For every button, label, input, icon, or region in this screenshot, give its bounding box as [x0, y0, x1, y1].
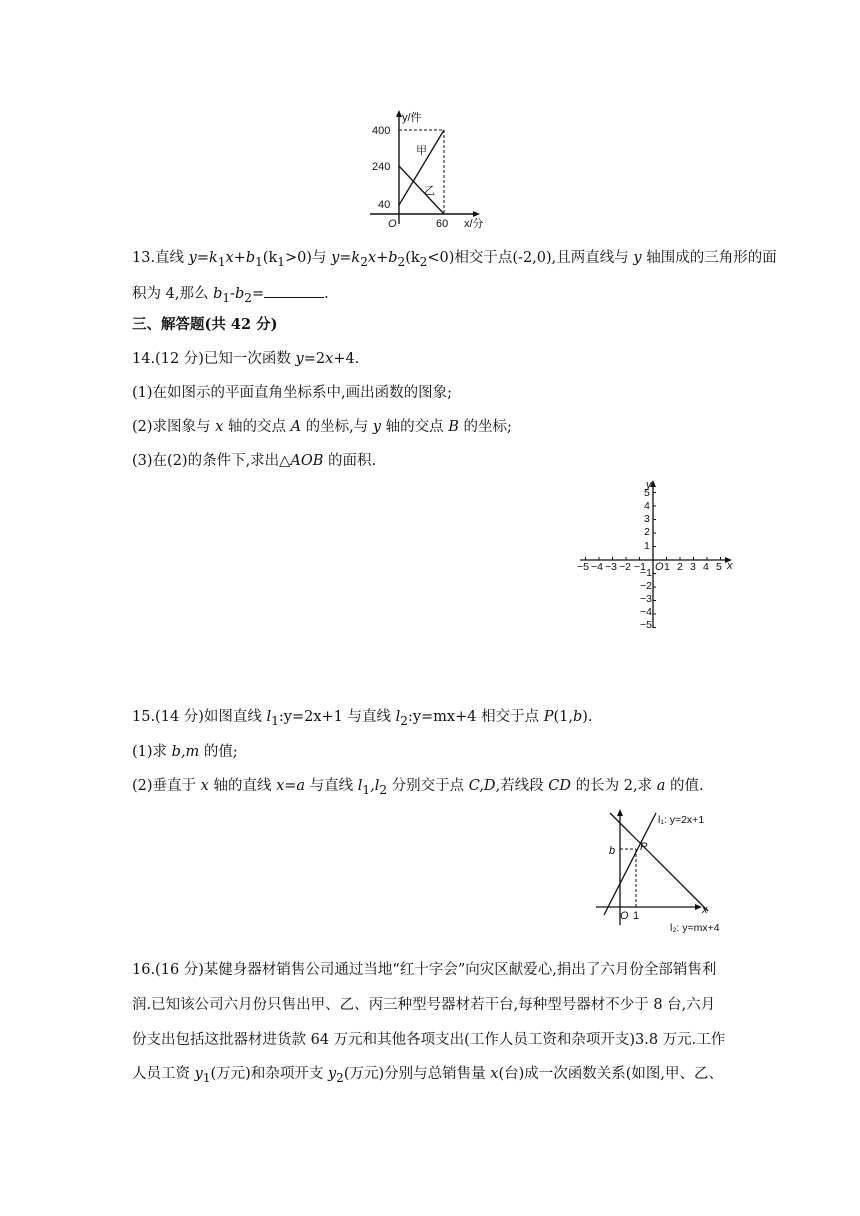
tick-1: 1 — [633, 910, 640, 922]
x-axis-label: x — [727, 560, 733, 572]
figure-work-graph — [364, 106, 494, 232]
q14-stem: 14.(12 分)已知一次函数 y=2x+4. — [132, 351, 360, 367]
section-heading: 三、解答题(共 42 分) — [132, 316, 278, 333]
y-axis-label: y/件 — [402, 112, 422, 124]
q16-line-2: 润.已知该公司六月份只售出甲、乙、丙三种型号器材若干台,每种型号器材不少于 8 台,六月 — [132, 997, 716, 1013]
x-axis-label: x/分 — [464, 218, 484, 230]
y-tick-neg-5: −5 — [640, 619, 652, 631]
y-tick-3: 3 — [644, 513, 650, 525]
answer-blank[interactable] — [264, 283, 324, 298]
q13-line-1: 13.直线 $y=k_1x+b_1(k_1>0)$与 $y=k_2x+b_2(k_2<0)$相交于点(-2,0),且两直线与 y 轴围成的三角形的面 — [132, 250, 777, 269]
y-tick-neg-2: −2 — [640, 580, 652, 592]
q13-line-2: 积为 4,那么 $b_1-b_2=$ . — [132, 283, 329, 308]
x-tick-4: 4 — [703, 561, 709, 573]
x-tick-neg-1: −1 — [634, 561, 646, 573]
x-tick-60: 60 — [436, 218, 449, 230]
line-jia — [399, 130, 444, 205]
y-tick-40: 40 — [378, 199, 391, 211]
x-tick-neg-2: −2 — [619, 561, 631, 573]
q16-line-1: 16.(16 分)某健身器材销售公司通过当地“红十字会”向灾区献爱心,捐出了六月份全部销售利 — [132, 962, 717, 978]
x-axis-label: x — [702, 904, 708, 916]
figure-coordinate-plane — [576, 474, 740, 634]
y-axis-arrow — [617, 809, 623, 816]
y-tick-neg-4: −4 — [640, 606, 652, 618]
label-p: P — [640, 841, 648, 853]
line-l1 — [604, 813, 656, 915]
y-tick-240: 240 — [372, 161, 391, 173]
y-tick-400: 400 — [372, 125, 391, 137]
q14-part-2: (2)求图象与 x 轴的交点 A 的坐标,与 y 轴的交点 B 的坐标; — [132, 419, 512, 435]
figure-two-lines — [590, 805, 740, 935]
series-label-jia: 甲 — [416, 145, 427, 157]
origin-label: O — [655, 561, 664, 573]
x-tick-neg-3: −3 — [605, 561, 617, 573]
x-tick-1: 1 — [664, 561, 670, 573]
line-yi — [399, 166, 444, 214]
y-axis-label: y — [646, 479, 652, 491]
y-tick-neg-3: −3 — [640, 593, 652, 605]
q14-part-1: (1)在如图示的平面直角坐标系中,画出函数的图象; — [132, 385, 453, 401]
origin-label: O — [388, 218, 397, 230]
y-tick-2: 2 — [644, 526, 650, 538]
label-l1: l₁: y=2x+1 — [658, 814, 705, 826]
label-b: b — [609, 845, 616, 857]
x-tick-2: 2 — [677, 561, 683, 573]
q16-line-3: 份支出包括这批器材进货款 64 万元和其他各项支出(工作人员工资和杂项开支)3.8 万元.工作 — [132, 1032, 726, 1048]
q15-stem: 15.(14 分)如图直线 $l_1:y=2x+1$ 与直线 $l_2:y=mx+4$ 相交于点 P(1,b). — [132, 709, 593, 728]
x-tick-5: 5 — [716, 561, 722, 573]
line-l2 — [610, 813, 708, 911]
x-tick-3: 3 — [690, 561, 696, 573]
x-axis-arrow — [473, 211, 480, 217]
label-l2: l₂: y=mx+4 — [670, 922, 720, 934]
y-tick-1: 1 — [644, 540, 650, 552]
x-axis-arrow — [695, 904, 702, 910]
y-tick-neg-1: −1 — [640, 567, 652, 579]
q15-part-2: (2)垂直于 x 轴的直线 x=a 与直线 $l_1,l_2$ 分别交于点 C,D,若线段 CD 的长为 2,求 a 的值. — [132, 778, 704, 797]
y-tick-5: 5 — [644, 487, 650, 499]
q16-line-4: 人员工资 $y_1$(万元)和杂项开支 $y_2$(万元)分别与总销售量 x(台)成一次函数关系(如图,甲、乙、 — [132, 1066, 724, 1085]
q14-part-3: (3)在(2)的条件下,求出△AOB 的面积. — [132, 453, 377, 469]
series-label-yi: 乙 — [424, 185, 435, 197]
origin-label: O — [620, 910, 629, 922]
y-tick-4: 4 — [644, 500, 650, 512]
x-tick-neg-4: −4 — [591, 561, 603, 573]
q15-part-1: (1)求 b,m 的值; — [132, 744, 238, 760]
x-tick-neg-5: −5 — [577, 561, 589, 573]
